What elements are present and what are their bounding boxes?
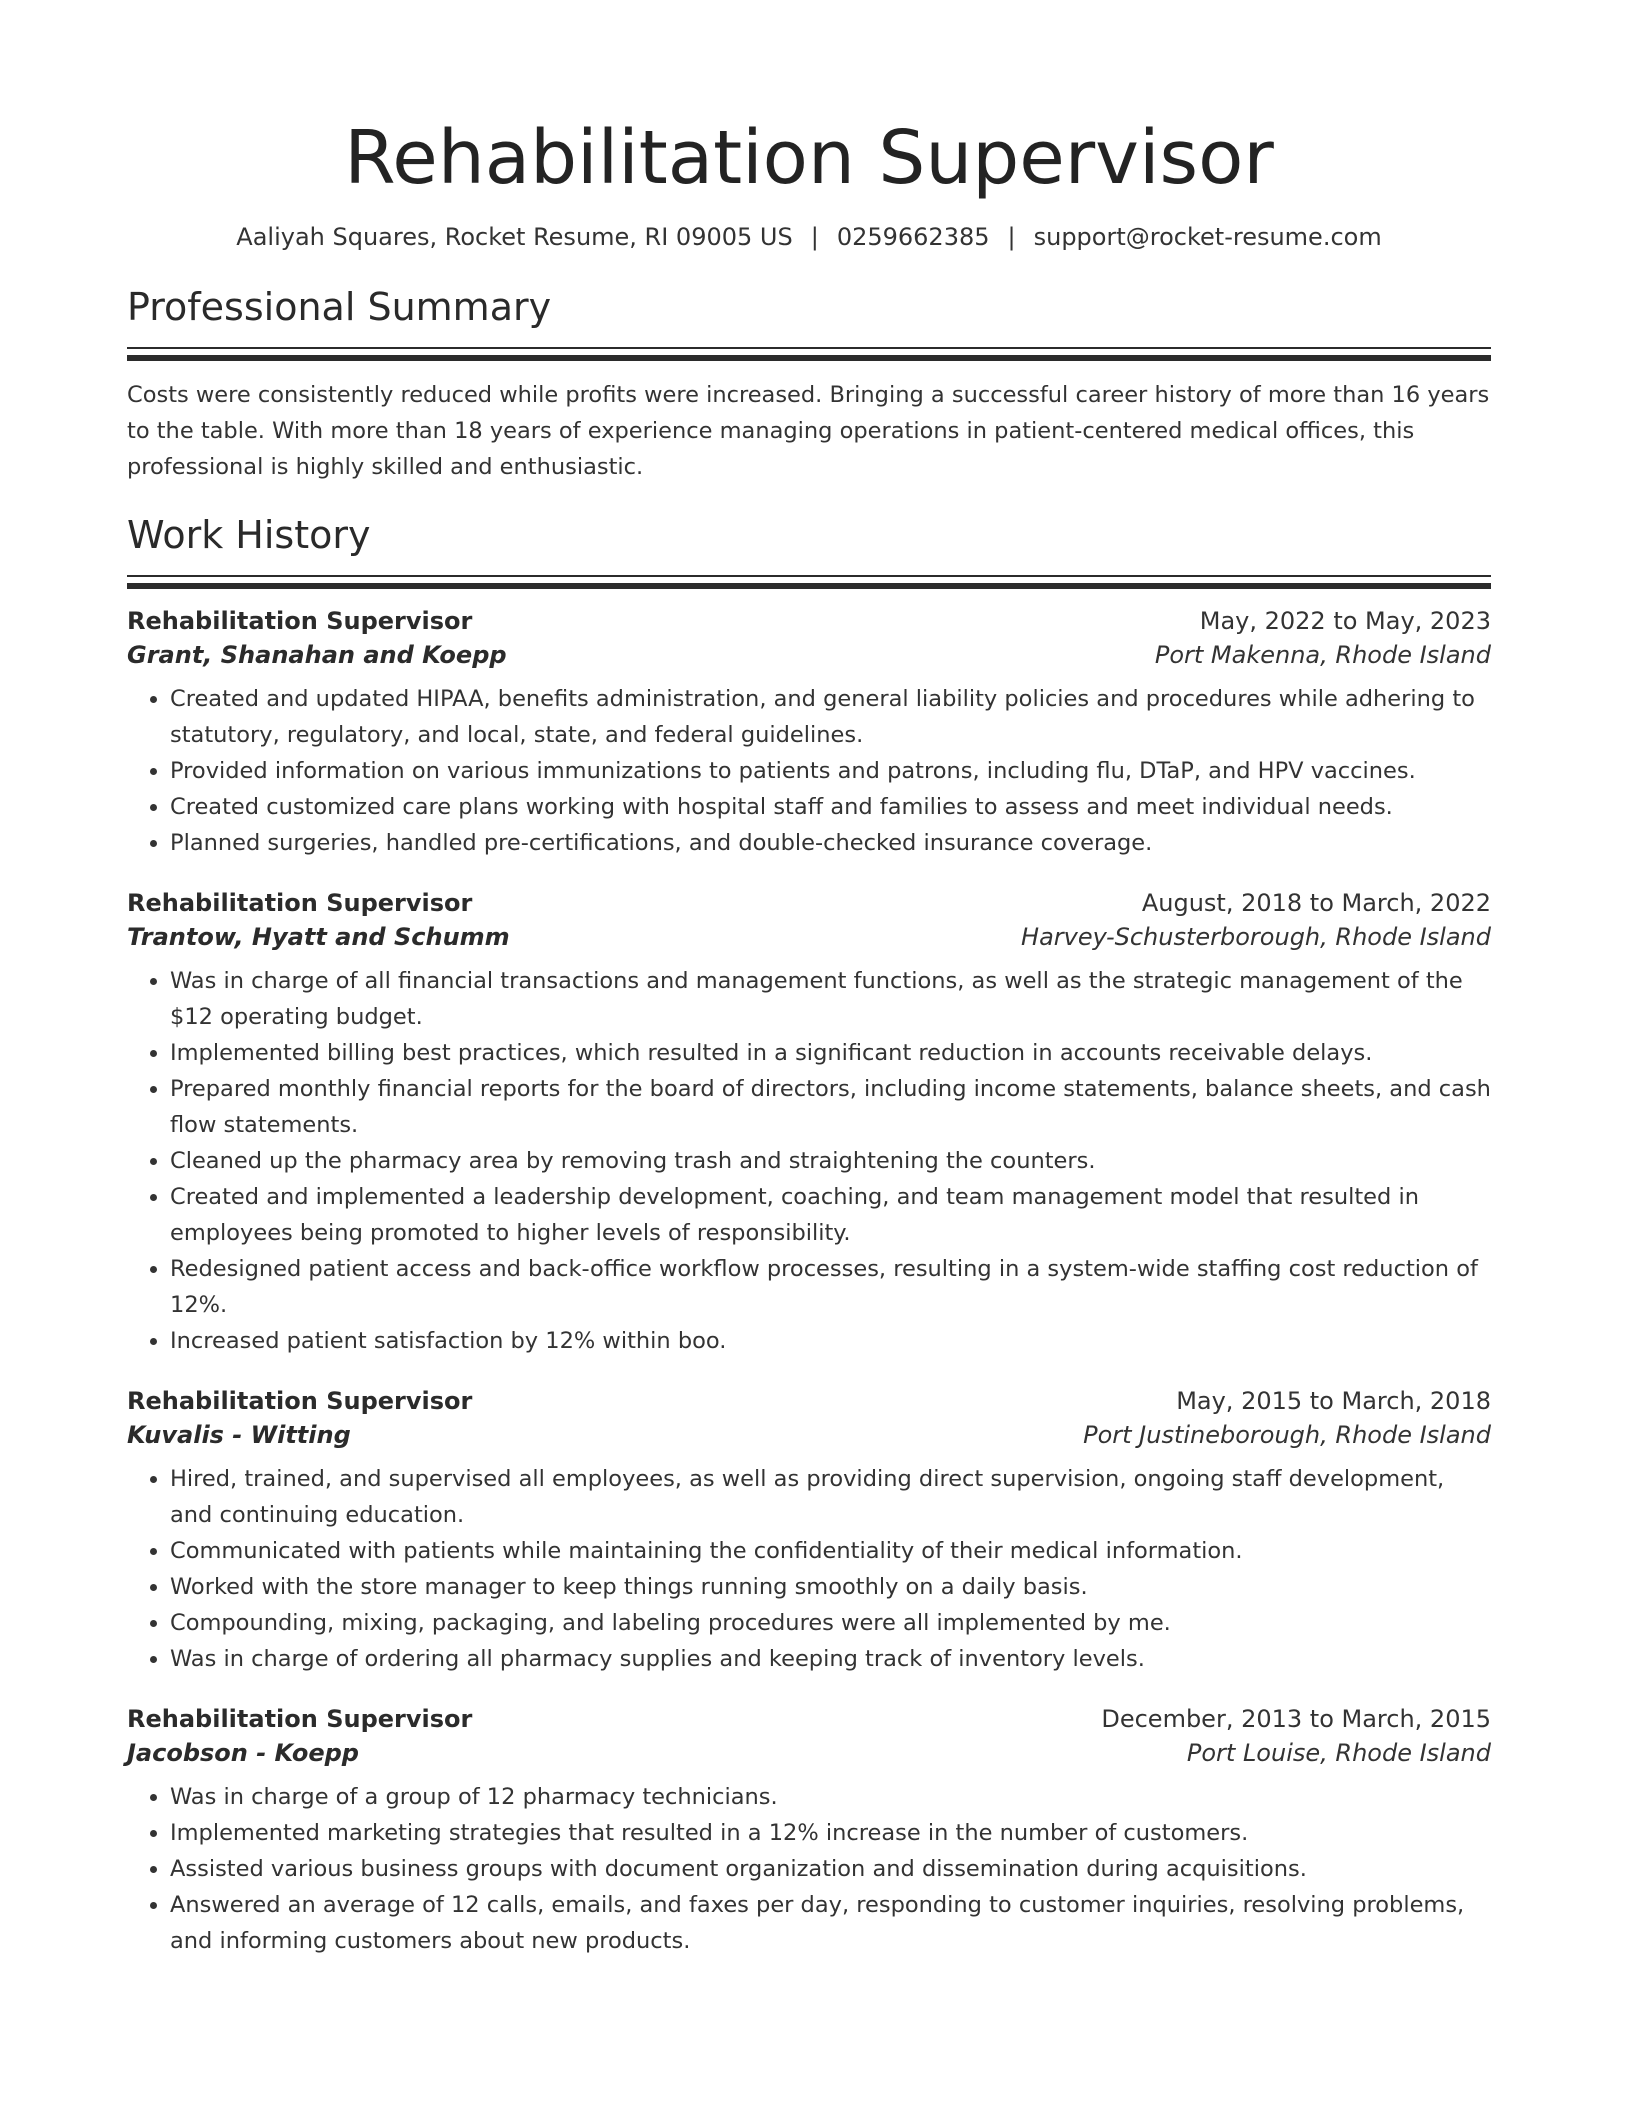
- job-bullet: • Provided information on various immunizations to patients and patrons, including flu, DTaP, and HPV vaccines.: [170, 753, 1491, 789]
- job-bullet: • Cleaned up the pharmacy area by removing trash and straightening the counters.: [170, 1143, 1491, 1179]
- contact-separator: |: [810, 223, 819, 252]
- job-dates: August, 2018 to March, 2022: [1141, 888, 1491, 917]
- job-location: Port Justineborough, Rhode Island: [1083, 1420, 1491, 1449]
- job-bullet: • Redesigned patient access and back-office workflow processes, resulting in a system-wide staffing cost reduction of 12%.: [170, 1251, 1491, 1323]
- work-history-section: [127, 513, 1491, 1959]
- job-bullet: • Prepared monthly financial reports for the board of directors, including income statements, balance sheets, and cash flow statements.: [170, 1071, 1491, 1143]
- job-entry: [127, 1387, 1491, 1677]
- job-dates: May, 2015 to March, 2018: [1176, 1386, 1491, 1415]
- job-header-row: [127, 1705, 1491, 1733]
- job-bullet: • Was in charge of a group of 12 pharmacy technicians.: [170, 1779, 1491, 1815]
- job-bullet: • Was in charge of all financial transactions and management functions, as well as the strategic management of the $12 operating budget.: [170, 963, 1491, 1035]
- job-bullet-list: [127, 1779, 1491, 1959]
- job-bullet: • Created customized care plans working with hospital staff and families to assess and meet individual needs.: [170, 789, 1491, 825]
- job-company: Grant, Shanahan and Koepp: [127, 640, 507, 669]
- job-bullet: • Implemented billing best practices, which resulted in a significant reduction in accounts receivable delays.: [170, 1035, 1491, 1071]
- professional-summary-section: [127, 285, 1491, 485]
- job-title: Rehabilitation Supervisor: [127, 888, 473, 917]
- job-bullet-list: [127, 963, 1491, 1359]
- job-bullet: • Assisted various business groups with document organization and dissemination during acquisitions.: [170, 1851, 1491, 1887]
- job-location: Port Makenna, Rhode Island: [1154, 640, 1491, 669]
- job-subheader-row: [127, 923, 1491, 951]
- job-bullet: • Planned surgeries, handled pre-certifications, and double-checked insurance coverage.: [170, 825, 1491, 861]
- job-company: Trantow, Hyatt and Schumm: [127, 922, 510, 951]
- job-bullet: • Increased patient satisfaction by 12% within boo.: [170, 1323, 1491, 1359]
- section-title-work-history: Work History: [127, 512, 371, 557]
- job-bullet-list: [127, 1461, 1491, 1677]
- job-bullet: • Implemented marketing strategies that resulted in a 12% increase in the number of customers.: [170, 1815, 1491, 1851]
- contact-email: support@rocket-resume.com: [1033, 223, 1382, 252]
- contact-separator: |: [1007, 223, 1016, 252]
- job-dates: December, 2013 to March, 2015: [1101, 1704, 1491, 1733]
- job-bullet: • Compounding, mixing, packaging, and labeling procedures were all implemented by me.: [170, 1605, 1491, 1641]
- job-bullet: • Answered an average of 12 calls, emails, and faxes per day, responding to customer inquiries, resolving problems, and informing customers about new products.: [170, 1887, 1491, 1959]
- job-header-row: [127, 1387, 1491, 1415]
- section-divider: [127, 347, 1491, 361]
- job-bullet: • Hired, trained, and supervised all employees, as well as providing direct supervision, ongoing staff development, and continuing education.: [170, 1461, 1491, 1533]
- job-location: Harvey-Schusterborough, Rhode Island: [1021, 922, 1491, 951]
- job-header-row: [127, 607, 1491, 635]
- job-title: Rehabilitation Supervisor: [127, 1704, 473, 1733]
- job-subheader-row: [127, 1421, 1491, 1449]
- job-title: Rehabilitation Supervisor: [127, 1386, 473, 1415]
- summary-text: Costs were consistently reduced while profits were increased. Bringing a successful career history of more than 16 years to the table. With more than 18 years of experience managing operations in patient-centered medical offices, this professional is highly skilled and enthusiastic.: [127, 381, 1490, 480]
- job-bullet-list: [127, 681, 1491, 861]
- job-entry: [127, 1705, 1491, 1959]
- contact-address: Aaliyah Squares, Rocket Resume, RI 09005 US: [236, 223, 793, 252]
- job-dates: May, 2022 to May, 2023: [1199, 606, 1491, 635]
- section-title-summary: Professional Summary: [127, 285, 552, 330]
- resume-page: [127, 0, 1491, 1959]
- job-bullet: • Created and implemented a leadership development, coaching, and team management model that resulted in employees being promoted to higher levels of responsibility.: [170, 1179, 1491, 1251]
- job-bullet: • Communicated with patients while maintaining the confidentiality of their medical information.: [170, 1533, 1491, 1569]
- job-subheader-row: [127, 1739, 1491, 1767]
- job-location: Port Louise, Rhode Island: [1186, 1738, 1491, 1767]
- job-bullet: • Created and updated HIPAA, benefits administration, and general liability policies and procedures while adhering to statutory, regulatory, and local, state, and federal guidelines.: [170, 681, 1491, 753]
- job-company: Jacobson - Koepp: [127, 1738, 359, 1767]
- contact-phone: 0259662385: [836, 223, 990, 252]
- job-bullet: • Was in charge of ordering all pharmacy supplies and keeping track of inventory levels.: [170, 1641, 1491, 1677]
- resume-name: Rehabilitation Supervisor: [344, 115, 1274, 201]
- job-subheader-row: [127, 641, 1491, 669]
- job-entry: [127, 607, 1491, 861]
- job-company: Kuvalis - Witting: [127, 1420, 351, 1449]
- job-title: Rehabilitation Supervisor: [127, 606, 473, 635]
- job-header-row: [127, 889, 1491, 917]
- job-bullet: • Worked with the store manager to keep things running smoothly on a daily basis.: [170, 1569, 1491, 1605]
- section-divider: [127, 575, 1491, 589]
- job-entry: [127, 889, 1491, 1359]
- contact-line: [127, 223, 1491, 251]
